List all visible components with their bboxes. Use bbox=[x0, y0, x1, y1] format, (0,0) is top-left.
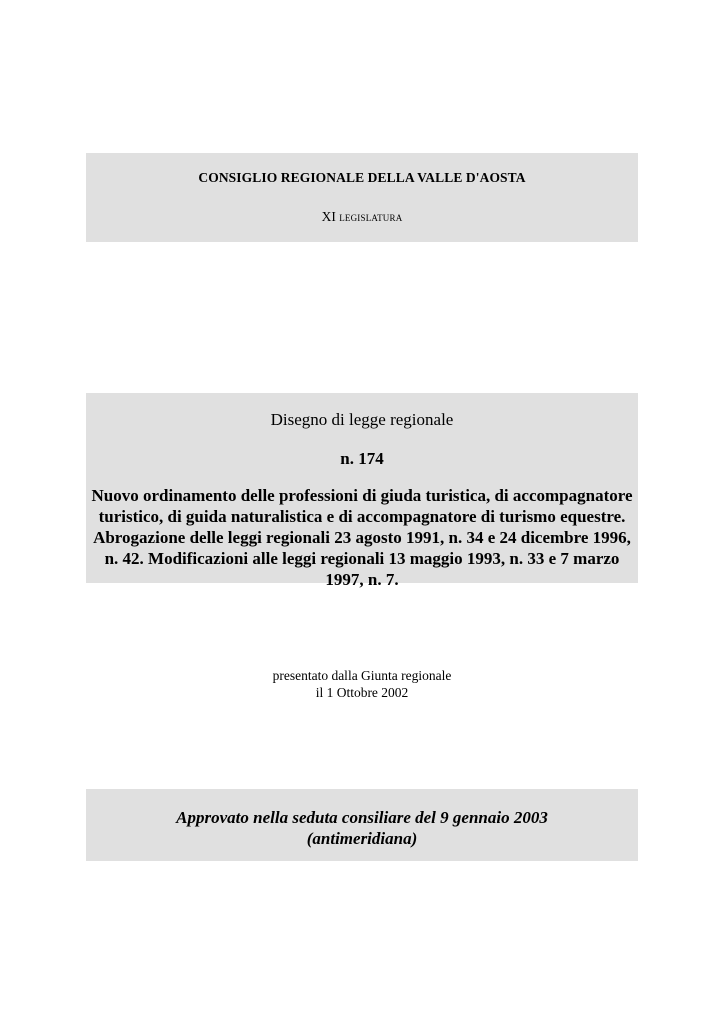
legislature bbox=[86, 209, 638, 225]
council-name: CONSIGLIO REGIONALE DELLA VALLE D'AOSTA bbox=[198, 170, 526, 185]
approval-line-1: Approvato nella seduta consiliare del 9 gennaio 2003 bbox=[176, 808, 548, 827]
bill-number: n. 174 bbox=[340, 449, 384, 468]
legislature-label: LEGISLATURA bbox=[339, 213, 403, 223]
presented-by: presentato dalla Giunta regionale bbox=[272, 668, 452, 683]
bill-title: Nuovo ordinamento delle professioni di giuda turistica, di accompagnatore turistico, di guida naturalistica e di accompagnatore di turismo equestre. Abrogazione delle leggi regionali 23 agosto 1991, n. 34 e 24 dicembre 1996, n. 42. Modificazioni alle leggi regionali 13 maggio 1993, n. 33 e 7 marzo 1997, n. 7. bbox=[91, 486, 633, 589]
approval-box bbox=[86, 789, 638, 861]
header-box bbox=[86, 153, 638, 242]
legislature-number: XI bbox=[321, 209, 336, 224]
approval-line-2: (antimeridiana) bbox=[306, 829, 418, 848]
presentation-block bbox=[86, 667, 638, 701]
bill-box bbox=[86, 393, 638, 589]
bill-type: Disegno di legge regionale bbox=[270, 410, 454, 429]
approval-text bbox=[86, 807, 638, 849]
presentation-date: il 1 Ottobre 2002 bbox=[315, 685, 409, 700]
